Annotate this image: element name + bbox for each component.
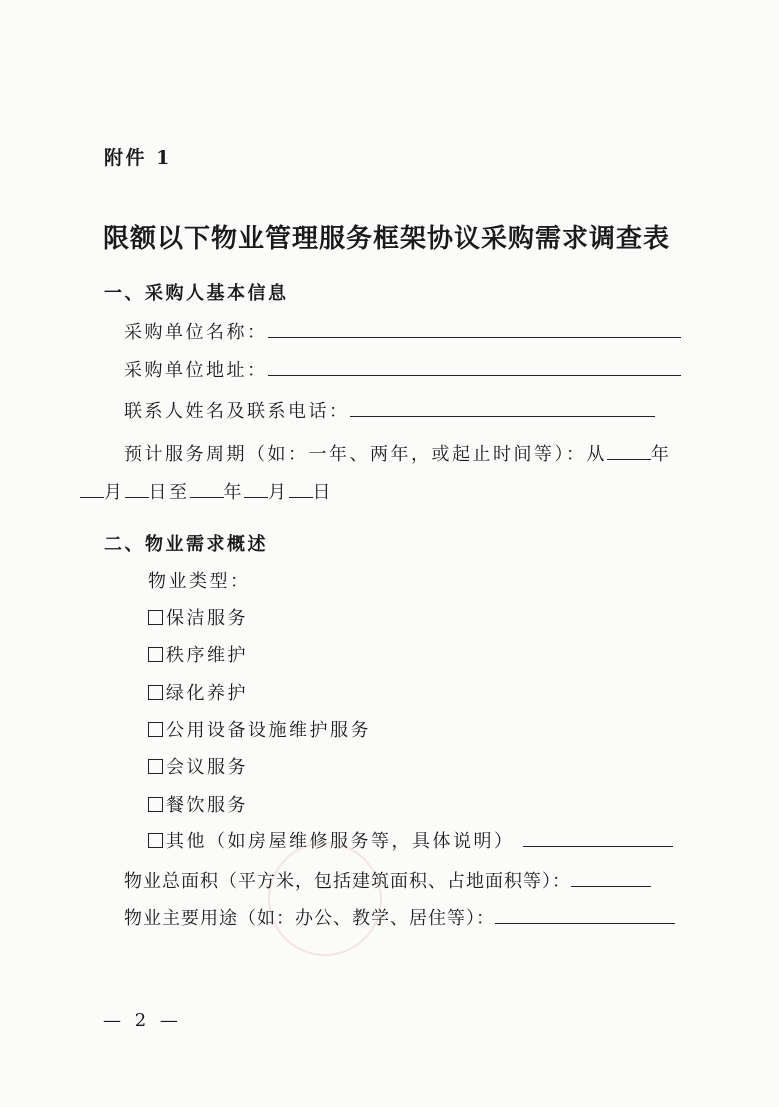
unit-address-label: 采购单位地址：	[124, 360, 268, 381]
checkbox-icon[interactable]	[148, 833, 163, 848]
option-cleaning[interactable]	[148, 604, 248, 630]
option-label: 餐饮服务	[166, 795, 248, 816]
contact-label: 联系人姓名及联系电话：	[124, 401, 350, 422]
usage-row	[124, 904, 675, 930]
unit-name-field[interactable]	[268, 323, 681, 338]
start-day-field[interactable]	[125, 483, 149, 498]
end-year-field[interactable]	[190, 483, 224, 498]
area-field[interactable]	[571, 872, 651, 887]
option-catering[interactable]	[148, 791, 248, 817]
property-type-label: 物业类型：	[148, 571, 251, 592]
unit-name-row	[124, 318, 681, 344]
option-greening[interactable]	[148, 679, 248, 705]
area-row	[124, 867, 651, 893]
year-label: 年	[651, 444, 672, 465]
day-to-label: 日至	[148, 482, 190, 503]
page-number: — 2 —	[103, 1010, 182, 1031]
checkbox-icon[interactable]	[148, 685, 163, 700]
option-security[interactable]	[148, 641, 248, 667]
period-label: 预计服务周期（如：一年、两年，或起止时间等）：从	[124, 444, 607, 465]
area-label: 物业总面积（平方米，包括建筑面积、占地面积等）：	[124, 871, 571, 892]
year-label-2: 年	[223, 482, 244, 503]
unit-name-label: 采购单位名称：	[124, 322, 268, 343]
month-label-2: 月	[268, 482, 289, 503]
option-other[interactable]	[148, 827, 673, 853]
option-conference[interactable]	[148, 753, 248, 779]
start-month-field[interactable]	[80, 483, 104, 498]
option-label: 保洁服务	[166, 608, 248, 629]
day-label: 日	[312, 482, 333, 503]
page-title: 限额以下物业管理服务框架协议采购需求调查表	[103, 224, 671, 254]
end-month-field[interactable]	[244, 483, 268, 498]
option-facility-maintenance[interactable]	[148, 716, 371, 742]
period-row	[124, 440, 672, 466]
option-label: 公用设备设施维护服务	[166, 720, 371, 741]
checkbox-icon[interactable]	[148, 647, 163, 662]
period-row-2	[80, 478, 333, 504]
start-year-field[interactable]	[607, 445, 651, 460]
option-label: 其他（如房屋维修服务等，具体说明）	[166, 831, 515, 852]
contact-row	[124, 397, 655, 423]
attachment-label: 附件 1	[104, 147, 172, 169]
usage-field[interactable]	[495, 909, 675, 924]
checkbox-icon[interactable]	[148, 759, 163, 774]
section2-heading: 二、物业需求概述	[104, 534, 268, 555]
unit-address-field[interactable]	[268, 361, 681, 376]
end-day-field[interactable]	[289, 483, 313, 498]
usage-label: 物业主要用途（如：办公、教学、居住等）：	[124, 908, 495, 929]
seal-watermark	[268, 842, 382, 956]
checkbox-icon[interactable]	[148, 722, 163, 737]
unit-address-row	[124, 356, 681, 382]
month-label: 月	[104, 482, 125, 503]
section1-heading: 一、采购人基本信息	[104, 283, 289, 304]
option-label: 秩序维护	[166, 645, 248, 666]
contact-field[interactable]	[350, 402, 655, 417]
checkbox-icon[interactable]	[148, 797, 163, 812]
checkbox-icon[interactable]	[148, 610, 163, 625]
option-label: 绿化养护	[166, 683, 248, 704]
option-label: 会议服务	[166, 757, 248, 778]
other-detail-field[interactable]	[523, 832, 673, 847]
